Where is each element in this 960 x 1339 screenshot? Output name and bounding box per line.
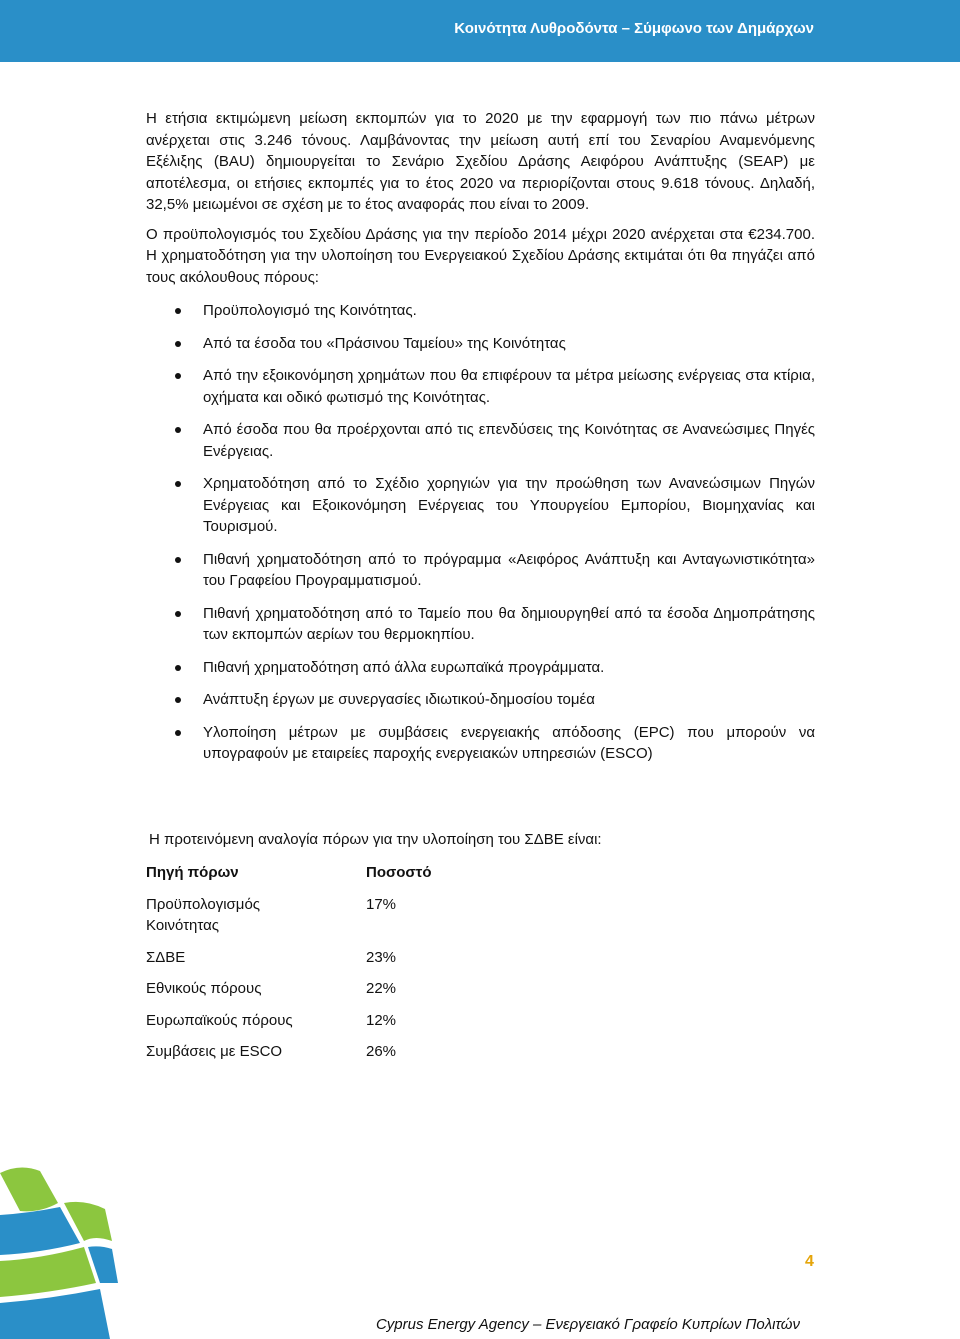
paragraph-budget: Ο προϋπολογισμός του Σχεδίου Δράσης για την περίοδο 2014 μέχρι 2020 ανέρχεται στα €234.700. Η χρηματοδότηση για την υλοποίηση του Ενεργειακού Σχεδίου Δράσης εκτιμάται ότι θα πηγάζει από τους ακόλουθους πόρους: xyxy=(146,225,815,286)
bullet-icon xyxy=(175,481,181,487)
bullet-icon xyxy=(175,557,181,563)
header-title: Κοινότητα Λυθροδόντα – Σύμφωνο των Δημάρχων xyxy=(454,20,814,37)
source-cell: Εθνικούς πόρους xyxy=(146,980,262,997)
list-item: Χρηματοδότηση από το Σχέδιο χορηγιών για την προώθηση των Ανανεώσιμων Πηγών Ενέργειας και Εξοικονόμηση Ενέργειας του Υπουργείου Εμπορίου, Βιομηχανίας και Τουρισμού. xyxy=(146,473,815,538)
bullet-icon xyxy=(175,341,181,347)
source-cell: Ευρωπαϊκούς πόρους xyxy=(146,1011,293,1029)
list-item: Πιθανή χρηματοδότηση από το πρόγραμμα «Αειφόρος Ανάπτυξη και Ανταγωνιστικότητα» του Γραφείου Προγραμματισμού. xyxy=(146,549,815,592)
page-number: 4 xyxy=(805,1253,814,1270)
paragraph-emissions: Η ετήσια εκτιμώμενη μείωση εκπομπών για το 2020 με την εφαρμογή των πιο πάνω μέτρων ανέρχεται στις 3.246 τόνους. Λαμβάνοντας την μείωση αυτή επί του Σεναρίου Αναμενόμενης Εξέλιξης (BAU) δημιουργείται το Σενάριο Σχεδίου Δράσης Αειφόρου Ανάπτυξης (SEAP) με αποτέλεσμα, οι ετήσιες εκπομπές για το έτος 2020 να περιορίζονται στους 9.618 τόνους. Δηλαδή, 32,5% μειωμένοι σε σχέση με το έτος αναφοράς που είναι το 2009. xyxy=(146,110,815,213)
bullet-icon xyxy=(175,697,181,703)
table-row xyxy=(146,978,432,1010)
bullet-icon xyxy=(175,427,181,433)
bullet-icon xyxy=(175,308,181,314)
column-header-percent: Ποσοστό xyxy=(366,864,432,881)
table-row xyxy=(146,1010,432,1042)
source-cell: Προϋπολογισμός Κοινότητας xyxy=(146,895,261,934)
list-item: Υλοποίηση μέτρων με συμβάσεις ενεργειακής απόδοσης (EPC) που μπορούν να υπογραφούν με εταιρείες παροχής ενεργειακών υπηρεσιών (ESCO) xyxy=(146,722,815,765)
energy-agency-logo-icon xyxy=(0,1163,120,1339)
table-header-row xyxy=(146,862,432,894)
source-cell: Συμβάσεις με ESCO xyxy=(146,1043,283,1060)
list-item: Ανάπτυξη έργων με συνεργασίες ιδιωτικού-δημοσίου τομέα xyxy=(146,689,815,711)
list-item: Προϋπολογισμό της Κοινότητας. xyxy=(146,300,815,322)
footer-text: Cyprus Energy Agency – Ενεργειακό Γραφείο Κυπρίων Πολιτών xyxy=(375,1316,800,1333)
ratio-intro: Η προτεινόμενη αναλογία πόρων για την υλοποίηση του ΣΔΒΕ είναι: xyxy=(149,831,602,848)
bullet-icon xyxy=(175,373,181,379)
resource-ratio-table xyxy=(146,862,432,1073)
bullet-icon xyxy=(175,611,181,617)
list-item: Από τα έσοδα του «Πράσινου Ταμείου» της Κοινότητας xyxy=(146,333,815,355)
table-row xyxy=(146,894,432,947)
list-item: Από έσοδα που θα προέρχονται από τις επενδύσεις της Κοινότητας σε Ανανεώσιμες Πηγές Ενέργειας. xyxy=(146,419,815,462)
percent-cell: 26% xyxy=(366,1043,397,1060)
list-item: Από την εξοικονόμηση χρημάτων που θα επιφέρουν τα μέτρα μείωσης ενέργειας στα κτίρια, οχήματα και οδικό φωτισμό της Κοινότητας. xyxy=(146,365,815,408)
list-item: Πιθανή χρηματοδότηση από άλλα ευρωπαϊκά προγράμματα. xyxy=(146,657,815,679)
percent-cell: 12% xyxy=(366,1011,397,1029)
table-row xyxy=(146,947,432,979)
bullet-icon xyxy=(175,730,181,736)
percent-cell: 17% xyxy=(366,895,397,913)
main-content xyxy=(146,108,815,776)
funding-sources-list xyxy=(146,300,815,765)
percent-cell: 23% xyxy=(366,948,397,966)
percent-cell: 22% xyxy=(366,980,397,997)
table-row xyxy=(146,1041,432,1073)
list-item: Πιθανή χρηματοδότηση από το Ταμείο που θα δημιουργηθεί από τα έσοδα Δημοπράτησης των εκπομπών αερίων του θερμοκηπίου. xyxy=(146,603,815,646)
column-header-source: Πηγή πόρων xyxy=(146,864,239,881)
bullet-icon xyxy=(175,665,181,671)
source-cell: ΣΔΒΕ xyxy=(146,948,186,966)
